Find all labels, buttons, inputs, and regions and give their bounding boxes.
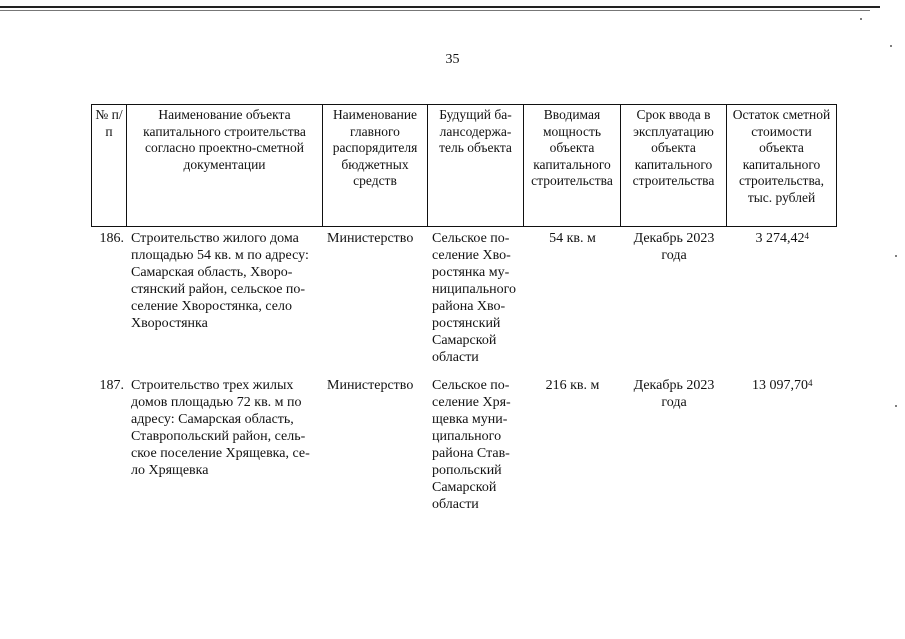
row-term: Декабрь 2023 года (633, 378, 715, 410)
row-cost-footnote: 4 (808, 378, 813, 388)
table-header-row (92, 105, 837, 227)
top-border-line (0, 6, 880, 8)
header-main-distributor: Наименование главного распорядителя бюджетных средств (323, 105, 428, 227)
page-number: 35 (445, 52, 460, 67)
header-capacity: Вводимая мощность объекта капитального строительства (524, 105, 621, 227)
capital-construction-table (91, 104, 837, 521)
header-remaining-cost: Остаток сметной стоимости объекта капитального строительства, тыс. рублей (727, 105, 837, 227)
row-cost: 3 274,42 (755, 231, 805, 246)
row-cost-cell (727, 374, 837, 521)
row-term: Декабрь 2023 года (633, 231, 715, 263)
header-number: № п/п (92, 105, 127, 227)
row-object-name: Строительство трех жилых домов площадью 72 кв. м по адресу: Самарская область, Ставропольский район, сель-ское поселение Хрящевка, се-ло Хрящевка (131, 378, 310, 478)
row-capacity: 216 кв. м (545, 378, 600, 393)
row-cost: 13 097,70 (752, 378, 808, 393)
header-future-holder: Будущий ба-лансодержа-тель объекта (428, 105, 524, 227)
row-cost-footnote: 4 (804, 231, 809, 241)
scan-speck (890, 45, 892, 47)
table-row (92, 374, 837, 521)
row-cost-cell (727, 227, 837, 375)
scan-speck (860, 18, 862, 20)
row-holder: Сельское по-селение Хря-щевка муни-ципального района Став-ропольский Самарской области (432, 378, 511, 512)
row-object-name: Строительство жилого дома площадью 54 кв. м по адресу: Самарская область, Хворо-стянский район, сельское по-селение Хворостянка, село Хворостянка (131, 231, 309, 331)
row-number: 186. (99, 231, 124, 246)
row-distributor: Министерство (327, 378, 414, 393)
top-border-line-thin (0, 10, 870, 11)
row-holder: Сельское по-селение Хво-ростянка му-ниципального района Хво-ростянский Самарской области (432, 231, 517, 365)
table-row (92, 227, 837, 375)
row-distributor: Министерство (327, 231, 414, 246)
header-commission-term: Срок ввода в эксплуатацию объекта капитального строительства (621, 105, 727, 227)
scan-speck (895, 255, 897, 257)
row-capacity: 54 кв. м (549, 231, 596, 246)
scan-speck (895, 405, 897, 407)
header-object-name: Наименование объекта капитального строительства согласно проектно-сметной документации (127, 105, 323, 227)
row-number: 187. (99, 378, 124, 393)
